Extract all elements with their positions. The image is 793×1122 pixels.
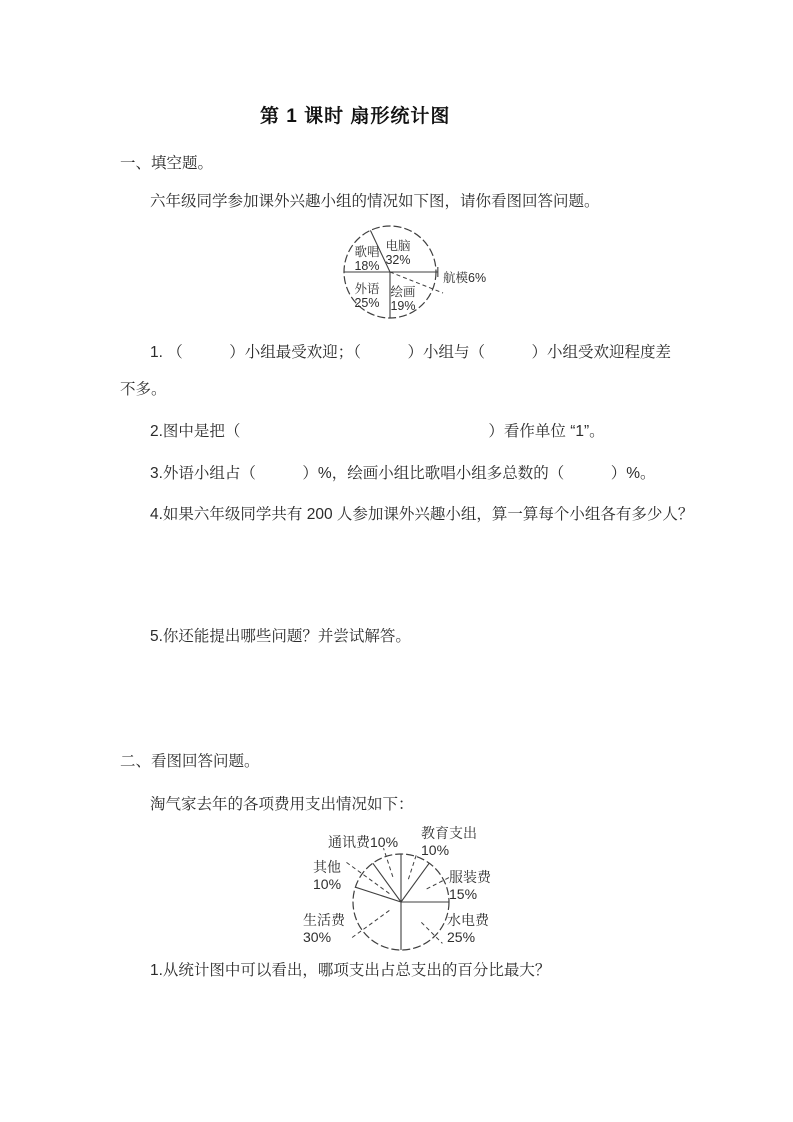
slice-pct: 10% xyxy=(421,842,450,858)
slice-name: 歌唱 xyxy=(354,245,380,259)
worksheet-title: 第 1 课时 扇形统计图 xyxy=(260,106,451,127)
question-5: 5.你还能提出哪些问题？并尝试解答。 xyxy=(150,628,411,645)
slice-pct: 30% xyxy=(303,929,332,945)
question-2: 2.图中是把（ ）看作单位 “1”。 xyxy=(150,423,605,440)
slice-label-clothing xyxy=(449,869,491,903)
slice-name: 航模 xyxy=(443,271,469,285)
slice-name: 其他 xyxy=(313,859,341,875)
section-two-intro: 淘气家去年的各项费用支出情况如下： xyxy=(150,796,414,813)
slice-pct: 25% xyxy=(447,929,476,945)
section-two-heading: 二、看图回答问题。 xyxy=(120,753,260,770)
slice-pct: 32% xyxy=(385,253,411,267)
slice-label-computer xyxy=(385,239,410,267)
slice-pct: 10% xyxy=(313,876,342,892)
interest-groups-pie-chart xyxy=(330,222,505,327)
slice-label-living xyxy=(303,912,345,946)
slice-pct: 25% xyxy=(354,296,380,310)
slice-label-other xyxy=(313,859,341,893)
slice-pct: 19% xyxy=(390,299,416,313)
slice-label-singing xyxy=(354,245,379,273)
slice-name: 通讯费 xyxy=(328,834,370,850)
slice-label-education xyxy=(421,825,477,859)
section-one-intro: 六年级同学参加课外兴趣小组的情况如下图，请你看图回答问题。 xyxy=(150,193,600,210)
slice-name: 电脑 xyxy=(385,239,411,253)
slice-name: 外语 xyxy=(354,282,380,296)
slice-pct: 18% xyxy=(354,259,380,273)
question-4: 4.如果六年级同学共有 200 人参加课外兴趣小组，算一算每个小组各有多少人？ xyxy=(150,506,694,523)
slice-label-foreign-language xyxy=(354,282,379,310)
slice-label-model-aviation xyxy=(443,271,486,285)
question-3: 3.外语小组占（ ）%，绘画小组比歌唱小组多总数的（ ）%。 xyxy=(150,465,656,482)
slice-label-utilities xyxy=(447,912,489,946)
expenses-pie-chart xyxy=(295,822,530,957)
slice-label-painting xyxy=(390,285,415,313)
slice-name: 教育支出 xyxy=(421,825,477,841)
slice-pct: 15% xyxy=(449,886,478,902)
question-1-line-1: 1. （ ）小组最受欢迎；（ ）小组与（ ）小组受欢迎程度差 xyxy=(150,344,671,361)
slice-label-communication xyxy=(328,834,398,851)
slice-pct: 6% xyxy=(468,271,487,285)
question-1-line-2: 不多。 xyxy=(120,381,167,398)
slice-name: 水电费 xyxy=(447,912,489,928)
slice-name: 生活费 xyxy=(303,912,345,928)
slice-name: 服装费 xyxy=(449,869,491,885)
slice-name: 绘画 xyxy=(390,285,416,299)
section-one-heading: 一、填空题。 xyxy=(120,155,214,172)
slice-pct: 10% xyxy=(370,834,399,850)
section-two-question-1: 1.从统计图中可以看出，哪项支出占总支出的百分比最大？ xyxy=(150,962,551,979)
